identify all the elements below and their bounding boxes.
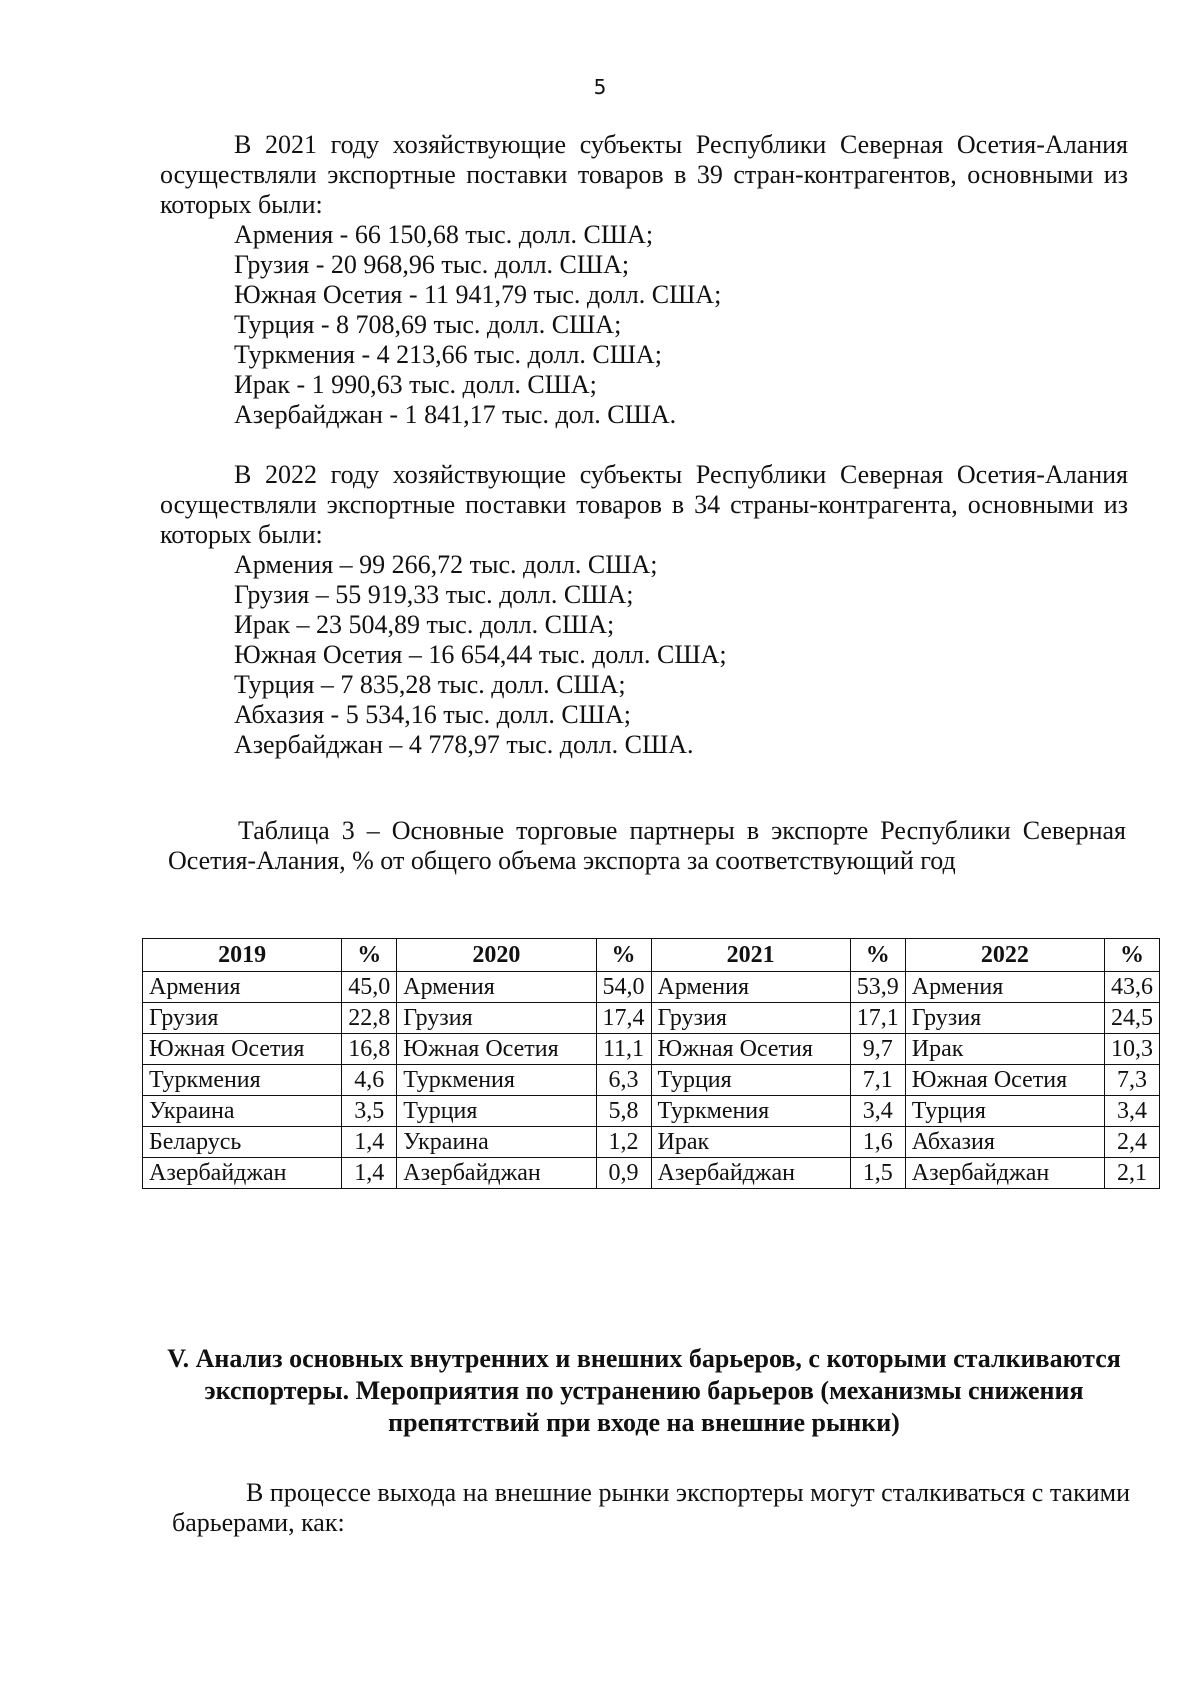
- percent-cell: 0,9: [596, 1158, 651, 1189]
- country-cell: Ирак: [651, 1127, 850, 1158]
- column-header: %: [342, 939, 397, 972]
- percent-cell: 10,3: [1105, 1034, 1160, 1065]
- country-cell: Армения: [905, 972, 1104, 1003]
- percent-cell: 11,1: [596, 1034, 651, 1065]
- percent-cell: 53,9: [850, 972, 905, 1003]
- list-item: Армения – 99 266,72 тыс. долл. США;: [234, 550, 658, 579]
- percent-cell: 2,4: [1105, 1127, 1160, 1158]
- country-cell: Армения: [397, 972, 596, 1003]
- country-cell: Южная Осетия: [651, 1034, 850, 1065]
- country-cell: Южная Осетия: [905, 1065, 1104, 1096]
- column-header: 2020: [397, 939, 596, 972]
- country-cell: Армения: [651, 972, 850, 1003]
- country-cell: Азербайджан: [143, 1158, 342, 1189]
- list-item: Грузия - 20 968,96 тыс. долл. США;: [234, 250, 630, 279]
- country-cell: Азербайджан: [905, 1158, 1104, 1189]
- country-cell: Беларусь: [143, 1127, 342, 1158]
- country-cell: Азербайджан: [397, 1158, 596, 1189]
- column-header: %: [1105, 939, 1160, 972]
- export-list-2022: [160, 550, 1128, 760]
- percent-cell: 17,4: [596, 1003, 651, 1034]
- percent-cell: 1,2: [596, 1127, 651, 1158]
- percent-cell: 1,4: [342, 1158, 397, 1189]
- country-cell: Грузия: [651, 1003, 850, 1034]
- list-item: Турция – 7 835,28 тыс. долл. США;: [234, 670, 626, 699]
- country-cell: Грузия: [905, 1003, 1104, 1034]
- country-cell: Южная Осетия: [143, 1034, 342, 1065]
- column-header: 2022: [905, 939, 1104, 972]
- intro-2022-section: [160, 460, 1128, 760]
- percent-cell: 6,3: [596, 1065, 651, 1096]
- list-item: Турция - 8 708,69 тыс. долл. США;: [234, 310, 622, 339]
- country-cell: Южная Осетия: [397, 1034, 596, 1065]
- column-header: 2019: [143, 939, 342, 972]
- table-header-row: [143, 939, 1160, 972]
- list-item: Абхазия - 5 534,16 тыс. долл. США;: [234, 700, 631, 729]
- country-cell: Ирак: [905, 1034, 1104, 1065]
- percent-cell: 1,5: [850, 1158, 905, 1189]
- country-cell: Грузия: [143, 1003, 342, 1034]
- table-row: [143, 1096, 1160, 1127]
- percent-cell: 1,4: [342, 1127, 397, 1158]
- country-cell: Грузия: [397, 1003, 596, 1034]
- page-number: 5: [593, 75, 607, 99]
- country-cell: Абхазия: [905, 1127, 1104, 1158]
- percent-cell: 45,0: [342, 972, 397, 1003]
- column-header: 2021: [651, 939, 850, 972]
- country-cell: Туркмения: [143, 1065, 342, 1096]
- country-cell: Азербайджан: [651, 1158, 850, 1189]
- table-body: [143, 972, 1160, 1189]
- percent-cell: 7,3: [1105, 1065, 1160, 1096]
- country-cell: Армения: [143, 972, 342, 1003]
- percent-cell: 3,5: [342, 1096, 397, 1127]
- list-item: Туркмения - 4 213,66 тыс. долл. США;: [234, 340, 662, 369]
- table-row: [143, 1065, 1160, 1096]
- list-item: Ирак - 1 990,63 тыс. долл. США;: [234, 370, 597, 399]
- table-row: [143, 1127, 1160, 1158]
- percent-cell: 16,8: [342, 1034, 397, 1065]
- intro-2021-paragraph: В 2021 году хозяйствующие субъекты Республики Северная Осетия-Алания осуществляли экспортные поставки товаров в 39 стран-контрагентов, основными из которых были:: [160, 130, 1128, 219]
- percent-cell: 4,6: [342, 1065, 397, 1096]
- percent-cell: 54,0: [596, 972, 651, 1003]
- intro-2022-paragraph: В 2022 году хозяйствующие субъекты Республики Северная Осетия-Алания осуществляли экспортные поставки товаров в 34 страны-контрагента, основными из которых были:: [160, 460, 1128, 549]
- percent-cell: 5,8: [596, 1096, 651, 1127]
- country-cell: Украина: [397, 1127, 596, 1158]
- country-cell: Туркмения: [651, 1096, 850, 1127]
- list-item: Азербайджан – 4 778,97 тыс. долл. США.: [234, 730, 694, 759]
- country-cell: Туркмения: [397, 1065, 596, 1096]
- percent-cell: 3,4: [1105, 1096, 1160, 1127]
- list-item: Ирак – 23 504,89 тыс. долл. США;: [234, 610, 615, 639]
- intro-2021-section: [160, 130, 1128, 430]
- export-list-2021: [160, 220, 1128, 430]
- list-item: Грузия – 55 919,33 тыс. долл. США;: [234, 580, 634, 609]
- percent-cell: 24,5: [1105, 1003, 1160, 1034]
- list-item: Южная Осетия – 16 654,44 тыс. долл. США;: [234, 640, 727, 669]
- section-heading: V. Анализ основных внутренних и внешних барьеров, с которыми сталкиваются экспортеры. Мероприятия по устранению барьеров (механизмы снижения препятствий при входе на внешние рынки): [167, 1344, 1121, 1437]
- country-cell: Турция: [651, 1065, 850, 1096]
- column-header: %: [850, 939, 905, 972]
- column-header: %: [596, 939, 651, 972]
- table-row: [143, 1158, 1160, 1189]
- percent-cell: 17,1: [850, 1003, 905, 1034]
- trade-partners-table: [142, 938, 1160, 1189]
- list-item: Армения - 66 150,68 тыс. долл. США;: [234, 220, 654, 249]
- list-item: Южная Осетия - 11 941,79 тыс. долл. США;: [234, 280, 722, 309]
- table-row: [143, 1003, 1160, 1034]
- percent-cell: 7,1: [850, 1065, 905, 1096]
- country-cell: Турция: [905, 1096, 1104, 1127]
- percent-cell: 43,6: [1105, 972, 1160, 1003]
- percent-cell: 9,7: [850, 1034, 905, 1065]
- percent-cell: 3,4: [850, 1096, 905, 1127]
- percent-cell: 1,6: [850, 1127, 905, 1158]
- table-row: [143, 972, 1160, 1003]
- table-row: [143, 1034, 1160, 1065]
- list-item: Азербайджан - 1 841,17 тыс. дол. США.: [234, 400, 677, 429]
- table-caption: Таблица 3 – Основные торговые партнеры в экспорте Республики Северная Осетия-Алания, % от общего объема экспорта за соответствующий год: [168, 816, 1126, 875]
- percent-cell: 2,1: [1105, 1158, 1160, 1189]
- country-cell: Украина: [143, 1096, 342, 1127]
- closing-paragraph: В процессе выхода на внешние рынки экспортеры могут сталкиваться с такими барьерами, как:: [172, 1478, 1130, 1537]
- country-cell: Турция: [397, 1096, 596, 1127]
- percent-cell: 22,8: [342, 1003, 397, 1034]
